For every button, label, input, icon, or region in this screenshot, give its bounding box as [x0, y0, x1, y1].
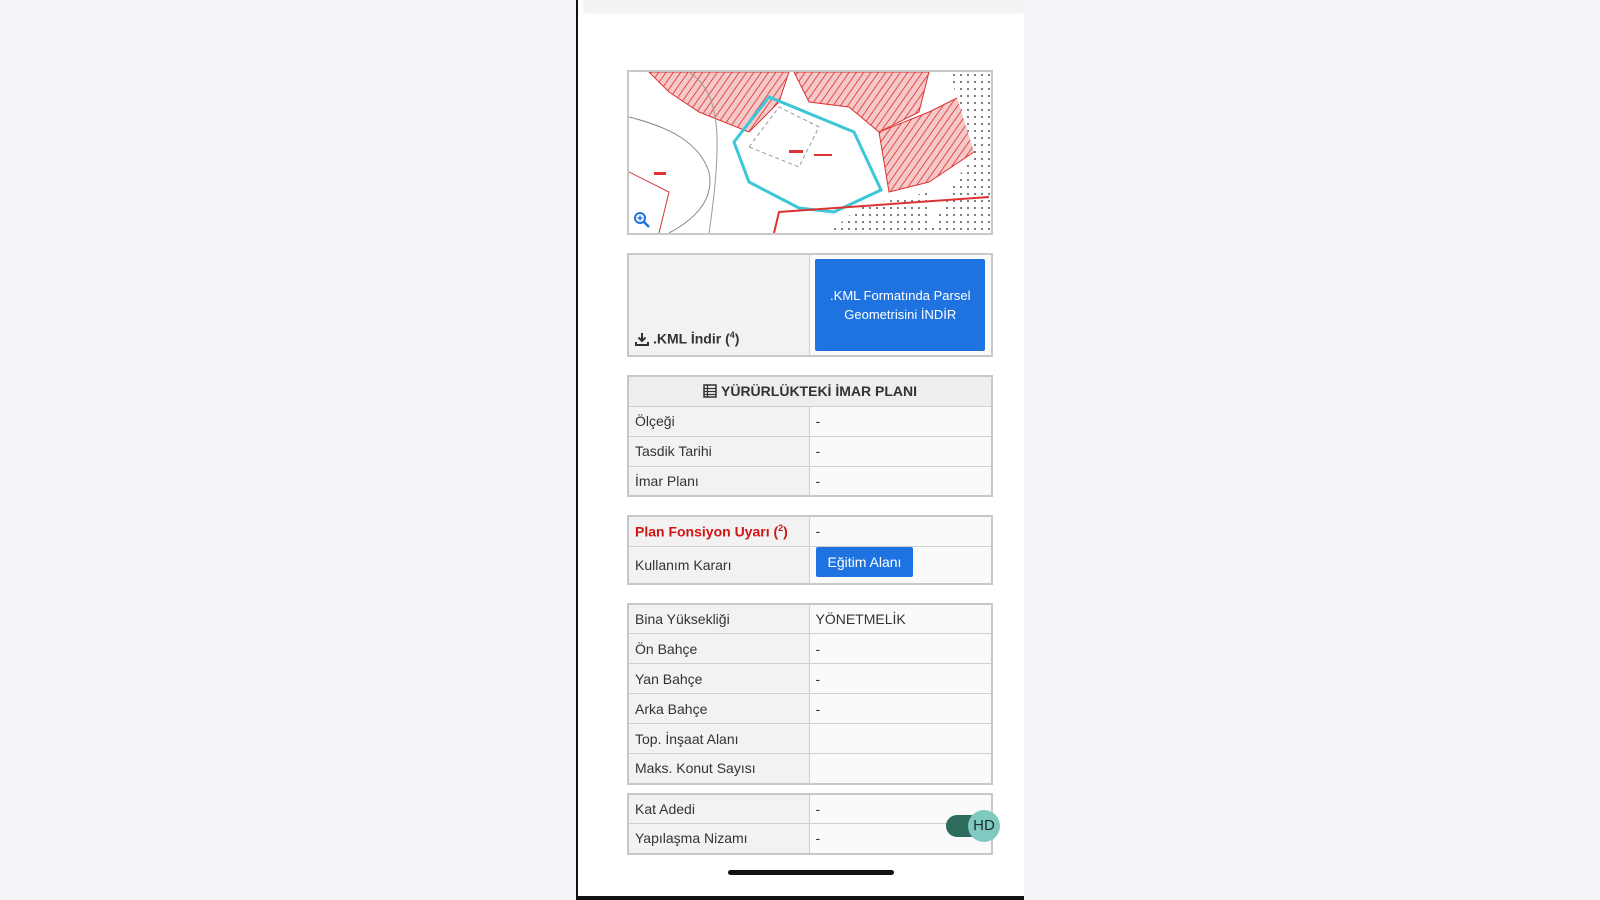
warning-label-sup: 2: [778, 522, 784, 533]
download-icon: [635, 332, 649, 346]
zoning-plan-value: -: [809, 466, 992, 496]
scale-label: Ölçeği: [628, 406, 809, 436]
table-row: [628, 634, 992, 664]
kml-label-text: .KML İndir: [653, 331, 722, 347]
education-area-button[interactable]: Eğitim Alanı: [816, 547, 914, 577]
approval-date-label: Tasdik Tarihi: [628, 436, 809, 466]
building-table: [627, 603, 993, 785]
parcel-map[interactable]: [627, 70, 993, 235]
table-row: [628, 546, 992, 584]
table-row: [628, 694, 992, 724]
kml-label-sup: 4: [729, 330, 735, 341]
side-yard-value: -: [809, 664, 992, 694]
side-yard-label: Yan Bahçe: [628, 664, 809, 694]
plan-function-warning-value: -: [809, 516, 992, 546]
kml-download-button[interactable]: .KML Formatında Parsel Geometrisini İNDİR: [815, 259, 985, 351]
floor-count-label: Kat Adedi: [628, 794, 809, 824]
floor-count-value: -: [809, 794, 992, 824]
table-row: [628, 516, 992, 546]
home-indicator[interactable]: [728, 870, 894, 875]
hd-toggle[interactable]: [946, 810, 1002, 842]
top-bar: [584, 0, 1024, 12]
kml-download-cell: [809, 254, 992, 356]
zoning-plan-header: [628, 376, 992, 406]
max-housing-count-label: Maks. Konut Sayısı: [628, 754, 809, 784]
table-row: [628, 794, 992, 824]
kml-download-table: [627, 253, 993, 357]
building-order-label: Yapılaşma Nizamı: [628, 824, 809, 854]
approval-date-value: -: [809, 436, 992, 466]
total-construction-area-label: Top. İnşaat Alanı: [628, 724, 809, 754]
zoning-plan-table: [627, 375, 993, 497]
building-order-value: -: [809, 824, 992, 854]
usage-decision-value: [809, 546, 992, 584]
zoom-in-icon[interactable]: [633, 211, 651, 229]
building-height-label: Bina Yüksekliği: [628, 604, 809, 634]
phone-screen: [576, 0, 1024, 900]
kml-download-label[interactable]: .KML İndir ($^4$): [628, 254, 809, 356]
total-construction-area-value: [809, 724, 992, 754]
table-row: [628, 664, 992, 694]
table-row: [628, 436, 992, 466]
table-row: [628, 406, 992, 436]
map-image: [629, 72, 991, 233]
zoning-plan-title: YÜRÜRLÜKTEKİ İMAR PLANI: [721, 383, 917, 400]
max-housing-count-value: [809, 754, 992, 784]
scale-value: -: [809, 406, 992, 436]
back-yard-value: -: [809, 694, 992, 724]
warning-label-text: Plan Fonsiyon Uyarı: [635, 523, 770, 540]
table-row: [628, 824, 992, 854]
hd-toggle-knob[interactable]: HD: [968, 810, 1000, 842]
plan-function-table: [627, 515, 993, 585]
front-yard-label: Ön Bahçe: [628, 634, 809, 664]
table-row: [628, 754, 992, 784]
zoning-plan-label: İmar Planı: [628, 466, 809, 496]
floors-table: [627, 793, 993, 855]
building-height-value: YÖNETMELİK: [809, 604, 992, 634]
back-yard-label: Arka Bahçe: [628, 694, 809, 724]
table-icon: [703, 384, 717, 398]
usage-decision-label: Kullanım Kararı: [628, 546, 809, 584]
bottom-bar: [578, 896, 1024, 900]
parcel-info: [627, 70, 993, 855]
table-row: [628, 724, 992, 754]
table-row: [628, 604, 992, 634]
plan-function-warning-label: Plan Fonsiyon Uyarı ($^2$): [628, 516, 809, 546]
table-row: [628, 466, 992, 496]
front-yard-value: -: [809, 634, 992, 664]
